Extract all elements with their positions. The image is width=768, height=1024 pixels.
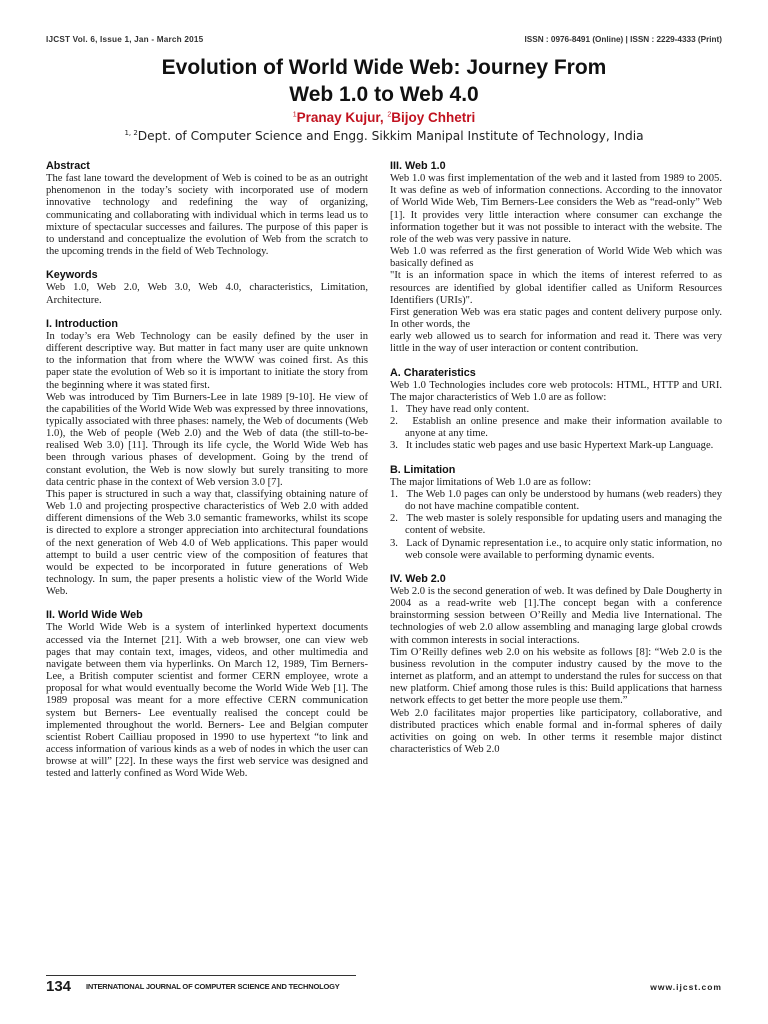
running-header xyxy=(46,35,722,47)
web1-paragraph: Web 1.0 was first implementation of the web and it lasted from 1989 to 2005. It was define as web of information connections. According to the innovator of World Wide Web, Tim Berners-Lee considers the Web as “read-only” Web [1]. It provides very little interaction where consumer can exchange the information together but it was not possible to interact with the website. The role of the web was very passive in nature. xyxy=(390,173,722,245)
web2-paragraph: Web 2.0 facilitates major properties like participatory, collaborative, and distributed practices which enable formal and in-formal spheres of daily activities on going on web. In other terms it resemble major distinct characteristics of Web 2.0 xyxy=(390,707,722,756)
web2-paragraph: Web 2.0 is the second generation of web. It was defined by Dale Dougherty in 2004 as a read-write web [1].The concept began with a conference brainstorming session between O’Reilly and Media live International. The technologies of web 2.0 allow assembling and managing large global crowds with common interests in social interactions. xyxy=(390,586,722,646)
author-2-affiliation-mark: 2 xyxy=(387,111,392,119)
web2-paragraph: Tim O’Reilly defines web 2.0 on his website as follows [8]: “Web 2.0 is the business revolution in the computer industry caused by the move to the internet as platform, and an attempt to understand the rules for success on that new platform. Chief among those rules is this: Build applications that harness network effects to get better the more people use them.” xyxy=(390,646,722,707)
introduction-paragraph: Web was introduced by Tim Burners-Lee in late 1989 [9-10]. He view of the capabilities of the World Wide Web was expressed by three innovations, typically associated with three phases: namely, the Web of documents (Web 1.0), the Web of people (Web 2.0) and the Web of data (the still-to-be-realised Web 3.0) [11]. Through its life cycle, the World Wide Web has been through various phases of development. Going by the trend of constant evolution, the Web is now slowly but surely transiting to more data centric phase in the context of Web version 3.0 [7]. xyxy=(46,391,368,488)
introduction-paragraph: In today’s era Web Technology can be easily defined by the user in different descriptive way. But matter in fact many user are quite unknown to the information that from where the WWW was coined first. As this paper state the evolution of Web so it is important to initiate the story from the beginning where it was stated first. xyxy=(46,330,368,391)
characteristics-intro: Web 1.0 Technologies includes core web protocols: HTML, HTTP and URI. The major characteristics of Web 1.0 are as follow: xyxy=(390,379,722,403)
limitation-heading: B. Limitation xyxy=(390,463,456,476)
issn-label: ISSN : 0976-8491 (Online) | ISSN : 2229-4333 (Print) xyxy=(524,35,722,44)
title-line-2: Web 1.0 to Web 4.0 xyxy=(289,83,479,106)
web1-heading: III. Web 1.0 xyxy=(390,160,446,172)
web2-heading: IV. Web 2.0 xyxy=(390,572,446,585)
journal-name: INTERNATIONAL JOURNAL OF COMPUTER SCIENCE AND TECHNOLOGY xyxy=(86,982,340,991)
left-column xyxy=(46,160,368,781)
world-wide-web-heading: II. World Wide Web xyxy=(46,609,143,622)
right-column xyxy=(390,160,722,756)
introduction-heading: I. Introduction xyxy=(46,317,118,330)
list-item: 2. Establish an online presence and make their information available to anyone at any time. xyxy=(390,416,722,440)
list-item: 3. Lack of Dynamic representation i.e., to acquire only static information, no web console were available to performing dynamic events. xyxy=(390,537,722,561)
list-item: 2. The web master is solely responsible for updating users and managing the content of website. xyxy=(390,513,722,537)
abstract-text: The fast lane toward the development of Web is coined to be as an outright phenomenon in the today’s society with incorporated use of modern innovative technology and redefining the way of organizing, communicating and collaborating with individual which in terms lead us to mixture of spectacular successes and failures. The purpose of this paper is to understand and conceptualize the evolution of Web from the scratch to the upcoming trends in the field of Web Technology. xyxy=(46,173,368,258)
page-number: 134 xyxy=(46,978,72,995)
affiliation-mark: 1, 2 xyxy=(124,129,138,137)
affiliation-text: Dept. of Computer Science and Engg. Sikkim Manipal Institute of Technology, India xyxy=(137,129,644,144)
web1-paragraph: Web 1.0 was referred as the first generation of World Wide Web which was basically defined as xyxy=(390,246,722,270)
web1-paragraph: early web allowed us to search for information and read it. There was very little in the way of user interaction or content contribution. xyxy=(390,331,722,355)
author-2-name: Bijoy Chhetri xyxy=(391,110,476,125)
introduction-paragraph: This paper is structured in such a way that, classifying obtaining nature of Web 1.0 and projecting prospective characteristics of Web 2.0 with added different dimensions of the Web 3.0 semantic frameworks, whilst its scope is directed to explore a stronger appreciation into architectural foundations of the next generation of Web 4.0 of Web applications. This paper would attempt to build a user centric view of the composition of features that would be expected to be incorporated in future generations of Web technology. In sum, the paper presents a holistic view of the World Wide Web. xyxy=(46,488,368,598)
list-item: 1. They have read only content. xyxy=(390,403,530,415)
title-line-1: Evolution of World Wide Web: Journey From xyxy=(161,56,607,79)
keywords-text: Web 1.0, Web 2.0, Web 3.0, Web 4.0, characteristics, Limitation, Architecture. xyxy=(46,282,368,306)
footer-rule xyxy=(46,975,356,976)
characteristics-heading: A. Charateristics xyxy=(390,366,476,379)
limitation-intro: The major limitations of Web 1.0 are as follow: xyxy=(390,476,592,488)
journal-url: www.ijcst.com xyxy=(650,982,722,992)
journal-issue-label: IJCST Vol. 6, Issue 1, Jan - March 2015 xyxy=(46,35,204,44)
author-1-affiliation-mark: 1 xyxy=(292,111,297,119)
author-1-name: Pranay Kujur, xyxy=(296,110,388,125)
page-footer xyxy=(46,978,722,998)
keywords-heading: Keywords xyxy=(46,269,98,282)
affiliation xyxy=(46,129,722,143)
abstract-heading: Abstract xyxy=(46,160,90,172)
author-list xyxy=(46,110,722,125)
world-wide-web-paragraph: The World Wide Web is a system of interlinked hypertext documents accessed via the Internet [21]. With a web browser, one can view web pages that may contain text, images, videos, and other multimedia and navigate between them via hyperlinks. On March 12, 1989, Tim Berners- Lee, a British computer scientist and former CERN employee, wrote a proposal for what would eventually become the World Wide Web [1]. The 1989 proposal was meant for a more effective CERN communication system but Berners- Lee eventually realised the concept could be implemented throughout the world. Berners- Lee and Belgian computer scientist Robert Cailliau proposed in 1990 to use hypertext “to link and access information of various kinds as a web of nodes in which the user can browse at will” [22]. In these ways the first web service was designed and tested and latterly confined as Word Wide Web. xyxy=(46,622,368,780)
list-item: 1. The Web 1.0 pages can only be understood by humans (web readers) they do not have machine compatible content. xyxy=(390,488,722,513)
paper-title xyxy=(46,54,722,108)
web1-paragraph: First generation Web was era static pages and content delivery purpose only. In other words, the xyxy=(390,306,722,331)
list-item: 3. It includes static web pages and use basic Hypertext Mark-up Language. xyxy=(390,440,714,452)
web1-quote: "It is an information space in which the items of interest referred to as resources are identified by global identifier called as Uniform Resources Identifiers (URIs)". xyxy=(390,270,722,306)
